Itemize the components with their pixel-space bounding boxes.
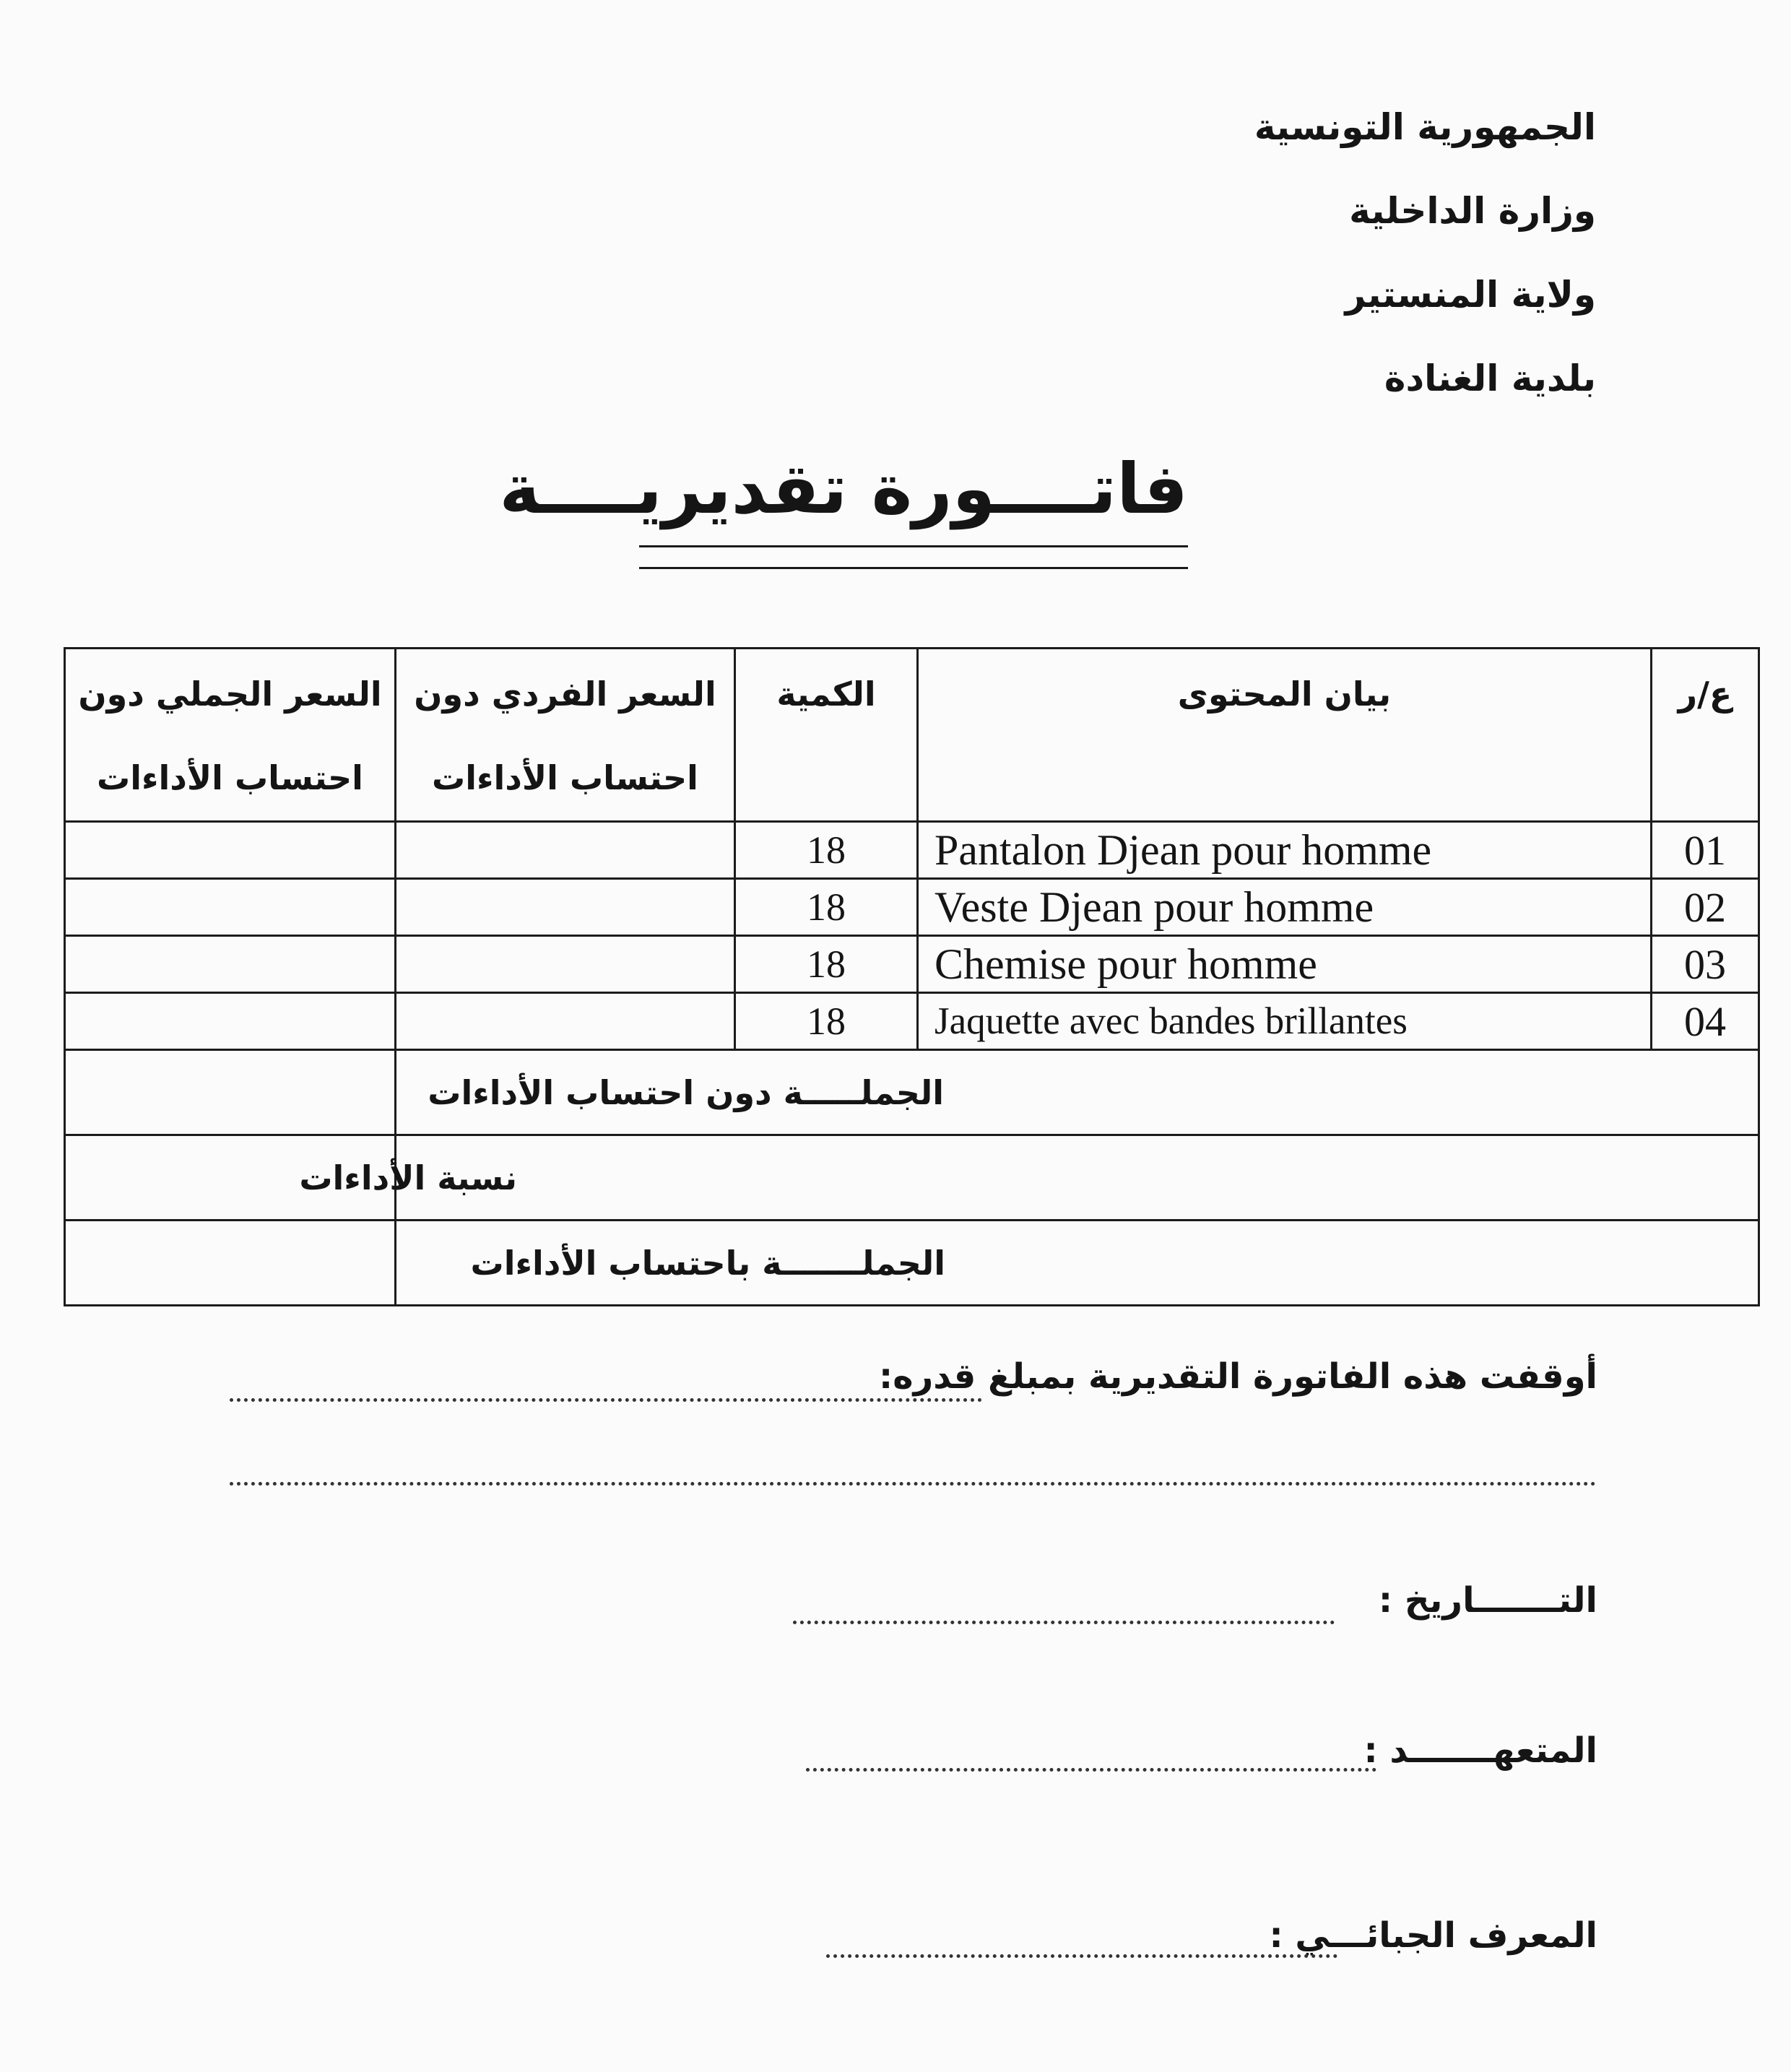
total-excl-tax-label: الجملـــــة دون احتساب الأداءات [428, 1072, 944, 1112]
row-description: Veste Djean pour homme [918, 879, 1652, 936]
row-total-price [65, 879, 396, 936]
row-unit-price [396, 993, 735, 1050]
total-price-line2: احتساب الأداءات [97, 758, 363, 797]
col-header-total-price [65, 649, 396, 822]
row-total-price [65, 822, 396, 879]
summary-row-total-excl-tax [65, 1050, 1759, 1135]
unit-price-line1: السعر الفردي دون [414, 675, 716, 714]
table-header-row [65, 649, 1759, 822]
summary-label-total-excl-tax [396, 1050, 1759, 1135]
header-country: الجمهورية التونسية [1254, 106, 1596, 148]
col-header-quantity: الكمية [735, 649, 918, 822]
amount-statement-label: أوقفت هذه الفاتورة التقديرية بمبلغ قدره: [879, 1356, 1597, 1397]
title-text: فاتــــورة تقديريــــة [499, 448, 1188, 529]
total-price-line1: السعر الجملي دون [78, 675, 382, 714]
row-quantity: 18 [735, 993, 918, 1050]
total-incl-tax-label: الجملـــــــة باحتساب الأداءات [470, 1243, 945, 1283]
col-header-number: ع/ر [1652, 649, 1759, 822]
table-row [65, 879, 1759, 936]
supplier-dotted-line[interactable] [806, 1768, 1376, 1772]
summary-row-tax-rate [65, 1135, 1759, 1221]
row-number: 02 [1652, 879, 1759, 936]
amount-dotted-line-2[interactable] [230, 1482, 1596, 1486]
supplier-label: المتعهـــــــد : [1363, 1730, 1597, 1771]
col-header-description: بيان المحتوى [918, 649, 1652, 822]
row-total-price [65, 936, 396, 993]
tax-id-label: المعرف الجبائـــي : [1269, 1915, 1597, 1956]
date-label: التـــــــاريخ : [1378, 1580, 1597, 1621]
table-row [65, 993, 1759, 1050]
table-row [65, 822, 1759, 879]
row-description: Jaquette avec bandes brillantes [918, 993, 1652, 1050]
row-unit-price [396, 879, 735, 936]
row-number: 04 [1652, 993, 1759, 1050]
summary-value-total-excl-tax [65, 1050, 396, 1135]
row-quantity: 18 [735, 936, 918, 993]
title-underline-2 [639, 567, 1188, 569]
header-governorate: ولاية المنستير [1345, 274, 1596, 316]
tax-id-dotted-line[interactable] [826, 1954, 1337, 1958]
row-number: 01 [1652, 822, 1759, 879]
col-header-unit-price [396, 649, 735, 822]
row-quantity: 18 [735, 879, 918, 936]
tax-rate-label: نسبة الأداءات [299, 1158, 517, 1197]
unit-price-line2: احتساب الأداءات [432, 758, 698, 797]
header-block [1018, 85, 1596, 420]
row-unit-price [396, 822, 735, 879]
summary-row-total-incl-tax [65, 1221, 1759, 1306]
invoice-table [64, 647, 1760, 1306]
row-total-price [65, 993, 396, 1050]
amount-dotted-line-1[interactable] [230, 1398, 982, 1402]
header-ministry: وزارة الداخلية [1349, 190, 1596, 232]
row-quantity: 18 [735, 822, 918, 879]
summary-value-total-incl-tax [65, 1221, 396, 1306]
date-dotted-line[interactable] [793, 1621, 1335, 1624]
table-row [65, 936, 1759, 993]
row-number: 03 [1652, 936, 1759, 993]
row-description: Chemise pour homme [918, 936, 1652, 993]
document-title [499, 442, 1188, 536]
row-description: Pantalon Djean pour homme [918, 822, 1652, 879]
title-underline-1 [639, 545, 1188, 547]
row-unit-price [396, 936, 735, 993]
summary-label-tax-rate [299, 1135, 1759, 1221]
header-municipality: بلدية الغنادة [1384, 357, 1596, 399]
summary-label-total-incl-tax [396, 1221, 1759, 1306]
